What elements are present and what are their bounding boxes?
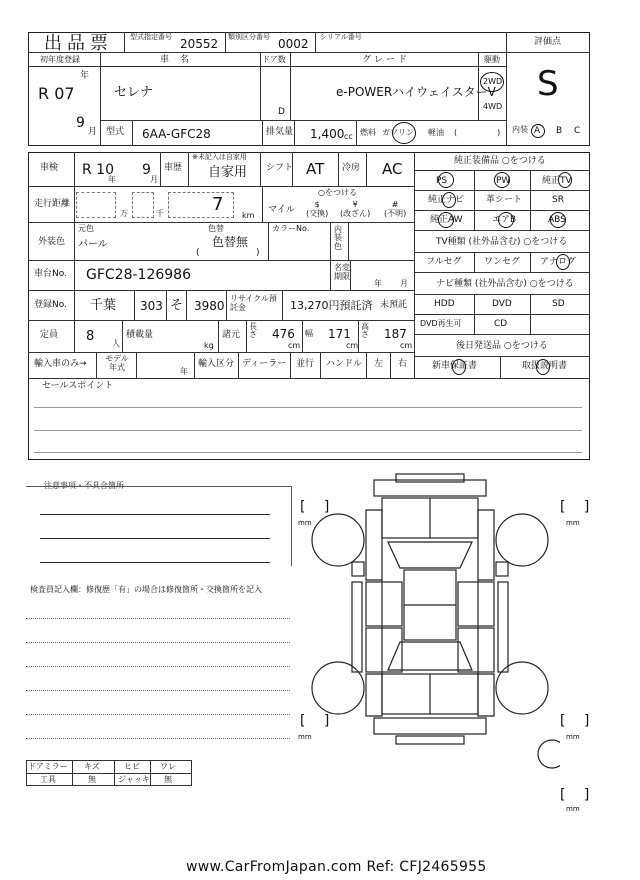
recycle-unpaid: 未預託 [380, 300, 408, 310]
tire-rr-mm: mm [566, 733, 580, 741]
equip-abs: ABS [548, 215, 566, 225]
tire-fr-bracket: [ ] [560, 499, 590, 515]
navi-dvd: DVD [492, 299, 512, 309]
sales-point-label: セールスポイント [42, 381, 114, 391]
docs-warranty: 新車保証書 [432, 361, 478, 371]
height-label: 高さ [361, 322, 369, 340]
acc-jack-value: 無 [164, 775, 172, 784]
model-year-label: モデル年式 [105, 354, 129, 372]
acc-tools-value: 無 [88, 775, 96, 784]
load-label: 積載量 [126, 330, 154, 340]
name-change-year: 年 [374, 279, 382, 288]
car-name-label: 車 名 [160, 55, 193, 65]
displacement-label: 排気量 [266, 127, 294, 137]
handle-label: ハンドル [326, 359, 363, 369]
grade-label: グレード [362, 55, 411, 65]
navi-cd: CD [494, 319, 508, 329]
usage-note: ※未記入は自家用 [192, 153, 247, 161]
rating-label: 評価点 [534, 37, 562, 47]
interior-c: C [574, 126, 581, 136]
tire-rr-bracket: [ ] [560, 713, 590, 729]
docs-label: 後日発送品 ○をつける [456, 341, 548, 351]
capacity-value: 8 [86, 329, 95, 344]
equip-navi: 純正ナビ [428, 195, 465, 205]
dims-label: 諸元 [222, 330, 241, 340]
aircon-label: 冷房 [342, 163, 361, 173]
equip-airbag: エアB [492, 215, 517, 225]
tv-oneseg: ワンセグ [484, 257, 521, 267]
width-unit: cm [346, 341, 359, 350]
tire-fr-mm: mm [566, 519, 580, 527]
equip-leather: 革シート [486, 195, 523, 205]
equip-aw: 純正AW [430, 215, 463, 225]
usage-label: 車歴 [164, 163, 183, 173]
mileage-yen: ¥ (改ざん) [340, 200, 371, 219]
doors-label: ドア数 [262, 55, 286, 64]
capacity-label: 定員 [40, 330, 59, 340]
reg-pref: 千葉 [90, 298, 117, 313]
mileage-man: 万 [120, 209, 128, 218]
import-div-label: 輸入区分 [198, 359, 235, 369]
tire-fl-bracket: [ ] [300, 499, 330, 515]
model-no-label: 型式指定番号 [130, 33, 172, 41]
acc-scratch: キズ [84, 762, 100, 771]
month-unit: 月 [88, 127, 98, 137]
model-value: 6AA-GFC28 [142, 127, 211, 141]
mileage-value: 7 [212, 194, 224, 215]
handle-left: 左 [374, 359, 384, 369]
import-parallel: 並行 [296, 359, 315, 369]
navi-hdd: HDD [434, 299, 455, 309]
footer-watermark: www.CarFromJapan.com Ref: CFJ2465955 [186, 859, 487, 875]
shift-label: シフト [266, 163, 294, 173]
reg-class: 303 [140, 299, 163, 313]
name-change-month: 月 [400, 279, 408, 288]
import-dealer: ディーラー [242, 359, 287, 369]
shaken-value: R 10 [82, 162, 114, 178]
shaken-month-unit: 月 [150, 175, 158, 184]
height-unit: cm [400, 341, 413, 350]
fuel-gasoline: ガソリン [382, 128, 414, 137]
mile-label: マイル [268, 205, 295, 215]
doors-d: D [278, 107, 285, 117]
tire-rl-bracket: [ ] [300, 713, 330, 729]
class-no-label: 類別区分番号 [228, 33, 270, 41]
acc-break: ワレ [160, 762, 176, 771]
width-label: 幅 [305, 329, 313, 338]
spare-mm: mm [566, 805, 580, 813]
tire-rl-mm: mm [298, 733, 312, 741]
length-value: 476 [272, 327, 295, 341]
mileage-unknown: # (不明) [384, 200, 407, 219]
rating-value: S [537, 64, 559, 104]
color-label: 外装色 [38, 237, 66, 247]
inspector-label: 検査員記入欄：修復歴「有」の場合は修復箇所・交換箇所を記入 [30, 585, 262, 594]
mileage-km: km [242, 211, 255, 220]
chassis-value: GFC28-126986 [86, 267, 191, 283]
tire-fl-mm: mm [298, 519, 312, 527]
acc-crack: ヒビ [124, 762, 140, 771]
genuine-equip-label: 純正装備品 ○をつける [454, 156, 546, 166]
recycle-label: リサイクル預託金 [230, 294, 277, 313]
cc-unit: cc [344, 132, 353, 141]
navi-sd: SD [552, 299, 565, 309]
tv-analog: アナログ [540, 257, 577, 267]
acc-tools-label: 工具 [40, 775, 56, 784]
color-no-label: カラーNo. [272, 224, 310, 233]
chassis-label: 車台No. [34, 269, 67, 279]
acc-jack-label: ジャッキ [118, 775, 150, 784]
model-no: 20552 [180, 37, 219, 51]
acc-mirror: ドアミラー [28, 762, 68, 771]
mileage-label: 走行距離 [34, 199, 71, 209]
shift-value: AT [306, 160, 325, 178]
displacement-value: 1,400 [310, 127, 345, 141]
issues-label: 注意事項・不具合箇所 [44, 481, 124, 490]
equip-ps: PS [436, 176, 448, 186]
width-value: 171 [328, 327, 351, 341]
first-reg-year: R 07 [38, 84, 75, 103]
shaken-month: 9 [142, 162, 151, 178]
fuel-other: ( ) [454, 128, 501, 137]
equip-pw: PW [496, 176, 511, 186]
drive-label: 駆動 [484, 55, 500, 64]
load-unit: kg [204, 341, 214, 350]
tv-type-label: TV種類 (社外品含む) ○をつける [436, 237, 568, 247]
drive-4wd: 4WD [483, 102, 503, 111]
car-diagram [300, 470, 560, 770]
paren-open: ( [196, 248, 200, 258]
orig-color-label: 元色 [78, 224, 94, 233]
first-reg-label: 初年度登録 [40, 55, 80, 64]
spare-bracket: [ ] [560, 787, 590, 803]
length-unit: cm [288, 341, 301, 350]
reg-number: 3980 [194, 299, 225, 313]
navi-dvd-play: DVD再生可 [420, 319, 462, 328]
fuel-diesel: 軽油 [428, 128, 444, 137]
equip-sr: SR [552, 195, 564, 205]
paren-close: ) [256, 248, 260, 258]
year-unit: 年 [80, 71, 90, 81]
aircon-value: AC [382, 160, 403, 178]
serial-label: シリアル番号 [320, 33, 362, 41]
equip-tv: 純正TV [542, 176, 572, 186]
interior-b: B [556, 126, 563, 136]
handle-right: 右 [398, 359, 408, 369]
interior-a: A [534, 126, 541, 136]
interior-label: 内装 [512, 125, 528, 134]
import-label: 輸入車のみ→ [34, 359, 87, 369]
reg-kana: そ [170, 298, 184, 313]
class-no: 0002 [278, 37, 309, 51]
shaken-label: 車検 [40, 163, 59, 173]
navi-type-label: ナビ種類 (社外品含む) ○をつける [436, 279, 574, 289]
recycle-value: 13,270円預託済 [290, 299, 373, 312]
drive-2wd: 2WD [483, 77, 503, 86]
model-label: 型式 [106, 127, 125, 137]
usage-value: 自家用 [208, 165, 248, 180]
tv-fullseg: フルセグ [426, 257, 462, 267]
reg-label: 登録No. [34, 300, 67, 310]
current-color-value: 色替無 [212, 235, 249, 249]
mileage-dollar: $ (交換) [306, 200, 329, 219]
model-year-unit: 年 [180, 367, 188, 376]
first-reg-month: 9 [76, 115, 85, 131]
interior-color-label: 内装色 [334, 225, 342, 251]
orig-color-value: パール [78, 239, 108, 250]
height-value: 187 [384, 327, 407, 341]
sheet-title: 出品票 [44, 33, 113, 54]
fuel-label: 燃料 [360, 128, 376, 137]
length-label: 長さ [249, 322, 257, 340]
name-change-label: 名変期限 [334, 263, 350, 281]
current-color-label: 色替 [208, 224, 224, 233]
car-name: セレナ [114, 85, 154, 100]
mileage-tsukeru: ○をつける [318, 188, 357, 197]
mileage-sen: 千 [156, 209, 164, 218]
shaken-year-unit: 年 [108, 175, 116, 184]
capacity-unit: 人 [112, 339, 120, 348]
docs-manual: 取扱説明書 [522, 361, 568, 371]
grade-value: e-POWERハイウェイスターV [336, 85, 496, 99]
